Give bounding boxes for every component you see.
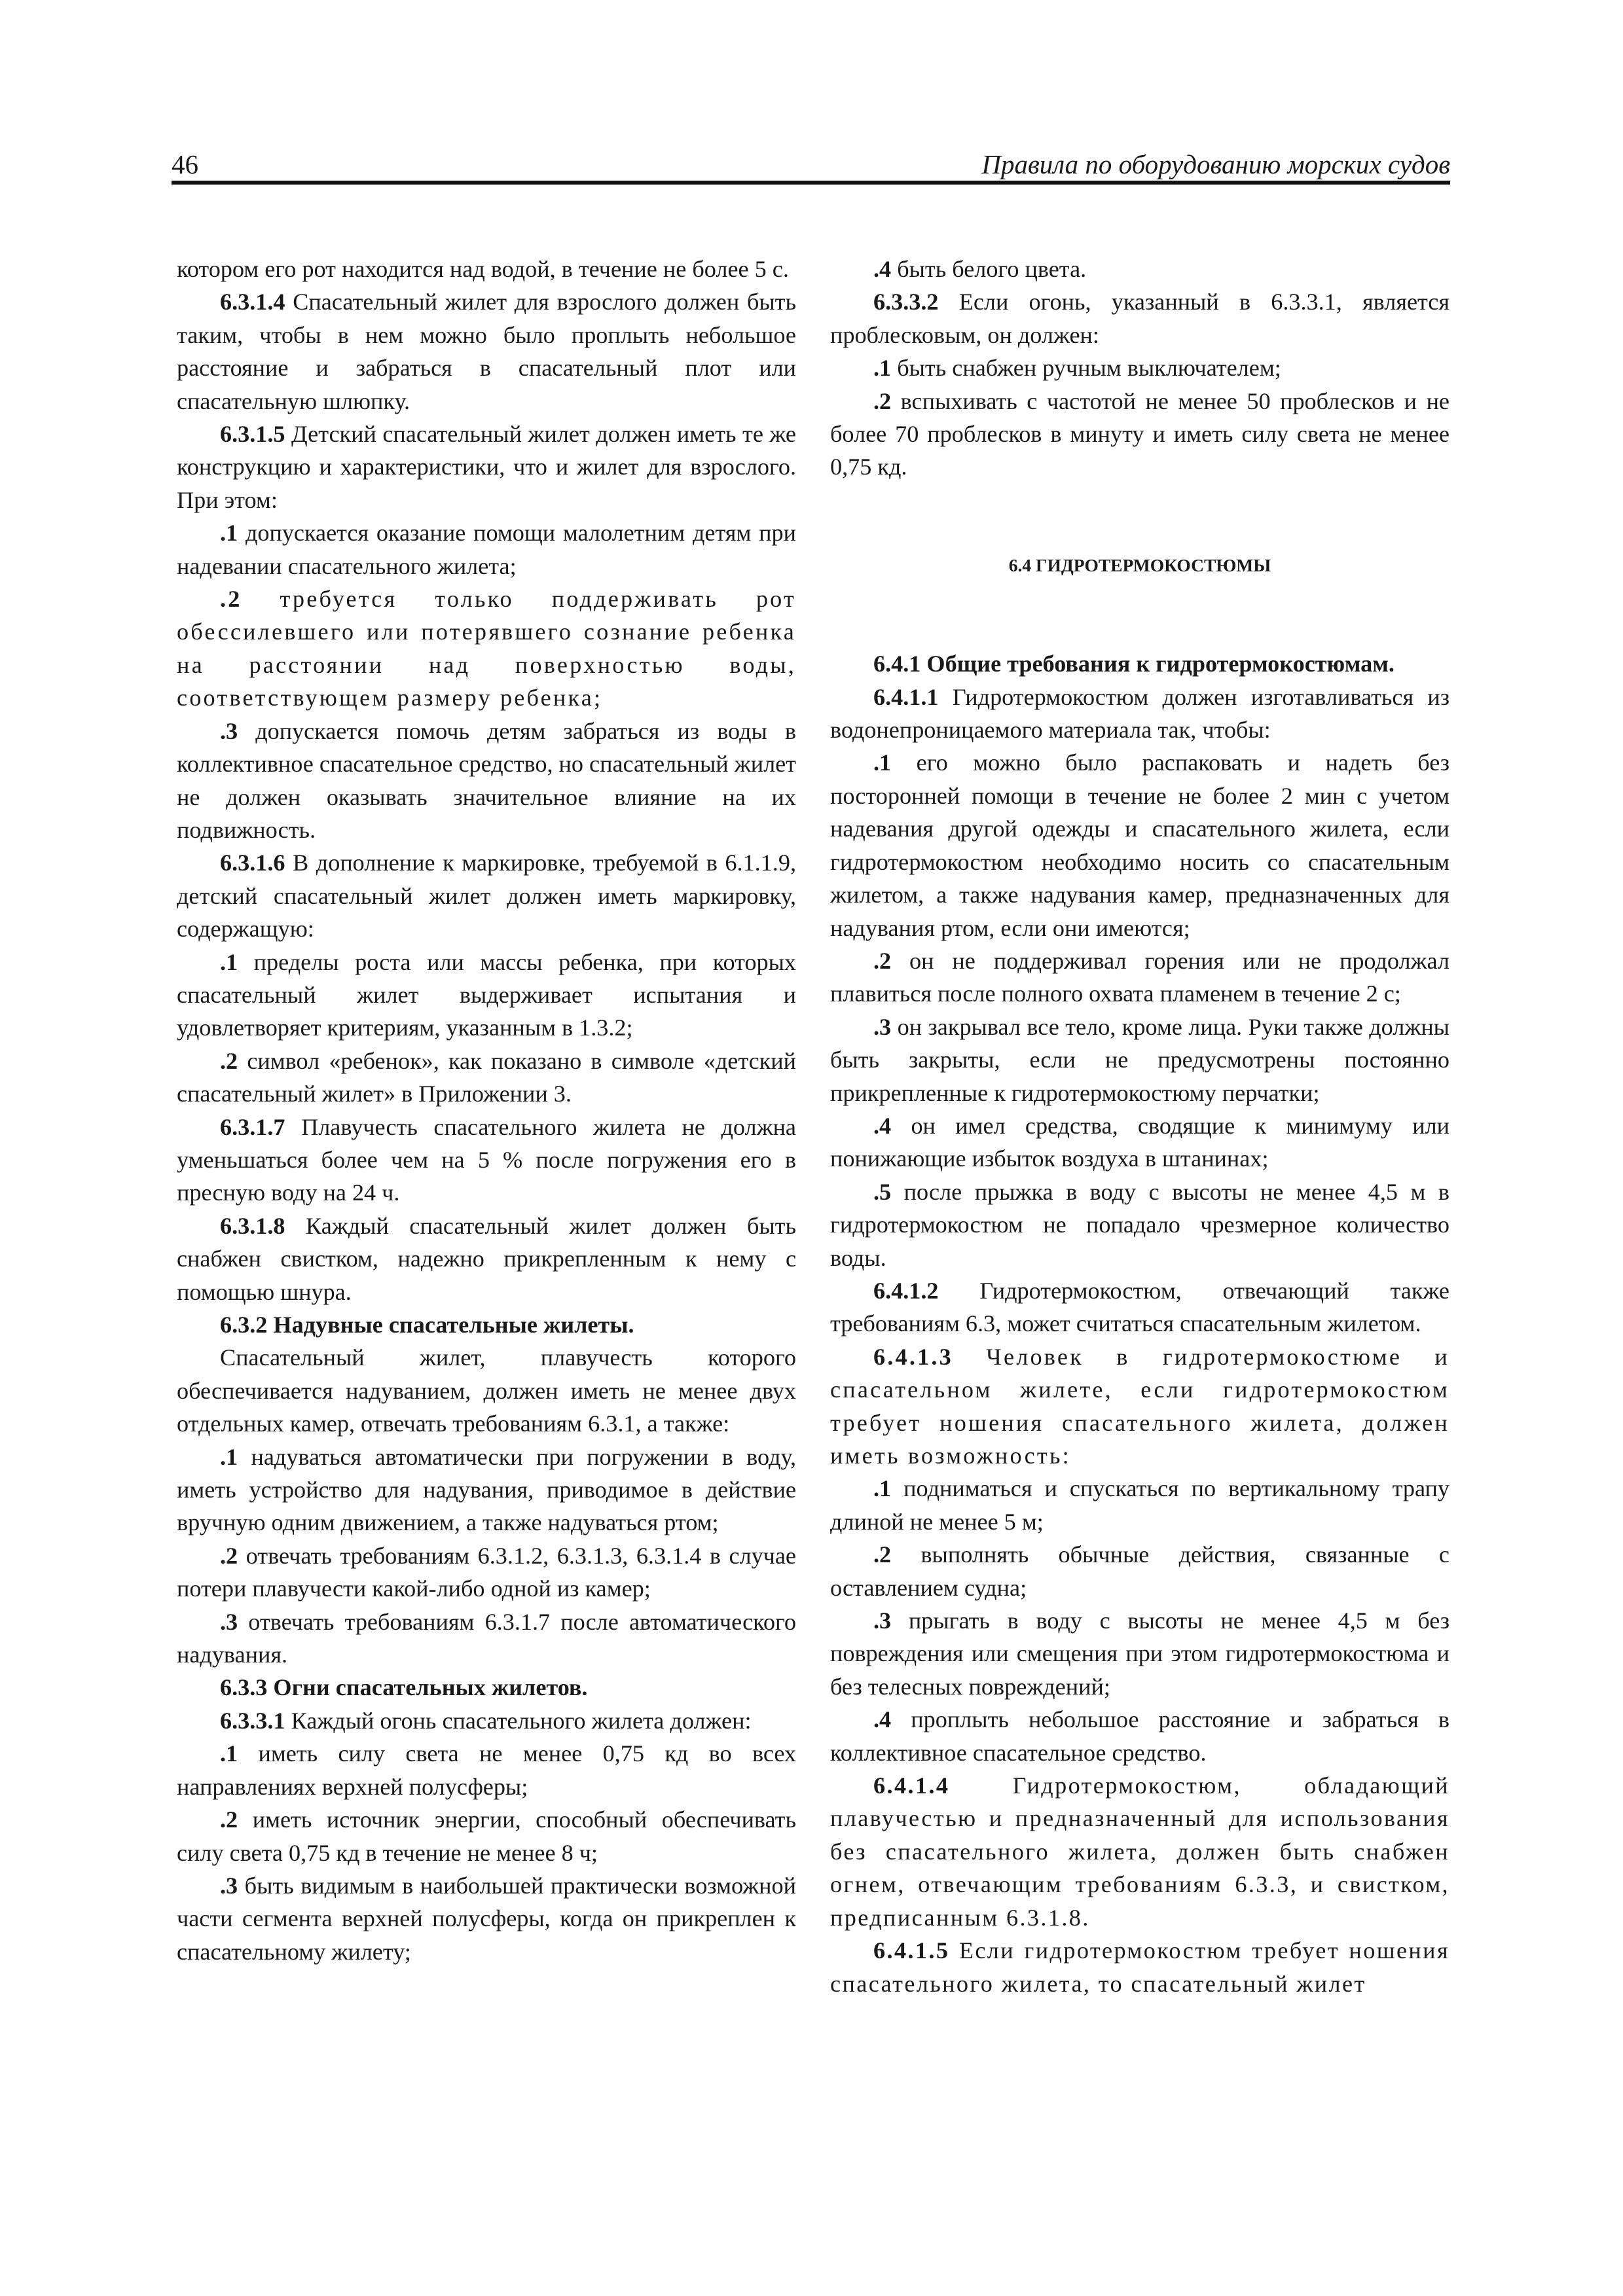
- paragraph: котором его рот находится над водой, в течение не более 5 с.: [177, 256, 789, 282]
- page-header: [172, 144, 1450, 185]
- list-item: .2 символ «ребенок», как показано в символе «детский спасательный жилет» в Приложении 3.: [177, 1047, 796, 1107]
- list-item: .4 он имел средства, сводящие к минимуму или понижающие избыток воздуха в штанинах;: [830, 1112, 1450, 1172]
- page-number: 46: [172, 149, 198, 179]
- list-item: .1 пределы роста или массы ребенка, при которых спасательный жилет выдерживает испытания и удовлетворяет критериям, указанным в 1.3.2;: [177, 948, 796, 1041]
- paragraph: 6.3.3.2 Если огонь, указанный в 6.3.3.1, является проблесковым, он должен:: [830, 289, 1450, 348]
- paragraph: 6.4.1.1 Гидротермокостюм должен изготавливаться из водонепроницаемого материала так, чтобы:: [830, 683, 1450, 744]
- list-item: .5 после прыжка в воду с высоты не менее 4,5 м в гидротермокостюм не попадало чрезмерное количество воды.: [830, 1178, 1450, 1271]
- right-column: [830, 253, 1450, 2000]
- paragraph: Спасательный жилет, плавучесть которого обеспечивается надуванием, должен иметь не менее двух отдельных камер, отвечать требованиям 6.3.1, а также:: [177, 1344, 796, 1437]
- paragraph: 6.3.1.7 Плавучесть спасательного жилета не должна уменьшаться более чем на 5 % после погружения его в пресную воду на 24 ч.: [177, 1113, 796, 1206]
- list-item: .3 отвечать требованиям 6.3.1.7 после автоматического надувания.: [177, 1608, 796, 1668]
- paragraph: 6.4.1.2 Гидротермокостюм, отвечающий также требованиям 6.3, может считаться спасательным жилетом.: [830, 1277, 1450, 1337]
- paragraph: 6.4.1.4 Гидротермокостюм, обладающий плавучестью и предназначенный для использования без спасательного жилета, должен быть снабжен огнем, отвечающим требованиям 6.3.3, и свистком, предписанным 6.3.1.8.: [830, 1772, 1450, 1931]
- paragraph: 6.3.1.4 Спасательный жилет для взрослого должен быть таким, чтобы в нем можно было проплыть небольшое расстояние и забраться в спасательный плот или спасательную шлюпку.: [177, 289, 796, 414]
- list-item: .2 иметь источник энергии, способный обеспечивать силу света 0,75 кд в течение не менее 8 ч;: [177, 1806, 796, 1866]
- list-item: .3 допускается помочь детям забраться из воды в коллективное спасательное средство, но спасательный жилет не должен оказывать значительное влияние на их подвижность.: [177, 717, 796, 843]
- list-item: .3 быть видимым в наибольшей практически возможной части сегмента верхней полусферы, когда он прикреплен к спасательному жилету;: [177, 1872, 796, 1965]
- subsection-heading: 6.3.2 Надувные спасательные жилеты.: [220, 1312, 634, 1338]
- list-item: .2 выполнять обычные действия, связанные с оставлением судна;: [830, 1541, 1450, 1601]
- list-item: .3 он закрывал все тело, кроме лица. Руки также должны быть закрыты, если не предусмотрены постоянно прикрепленные к гидротермокостюму перчатки;: [830, 1013, 1450, 1106]
- subsection-heading: 6.4.1 Общие требования к гидротермокостюмам.: [873, 651, 1395, 677]
- section-heading: 6.4 ГИДРОТЕРМОКОСТЮМЫ: [1008, 554, 1271, 575]
- list-item: .2 он не поддерживал горения или не продолжал плавиться после полного охвата пламенем в течение 2 с;: [830, 947, 1450, 1007]
- list-item: .2 отвечать требованиям 6.3.1.2, 6.3.1.3, 6.3.1.4 в случае потери плавучести какой-либо одной из камер;: [177, 1542, 796, 1602]
- paragraph: 6.4.1.5 Если гидротермокостюм требует ношения спасательного жилета, то спасательный жилет: [830, 1937, 1450, 1997]
- subsection-heading: 6.3.3 Огни спасательных жилетов.: [220, 1674, 588, 1701]
- list-item: .4 быть белого цвета.: [873, 256, 1087, 282]
- list-item: .2 вспыхивать с частотой не менее 50 проблесков и не более 70 проблесков в минуту и иметь силу света не менее 0,75 кд.: [830, 387, 1450, 480]
- list-item: .1 иметь силу света не менее 0,75 кд во всех направлениях верхней полусферы;: [177, 1740, 796, 1800]
- paragraph: 6.3.3.1 Каждый огонь спасательного жилета должен:: [220, 1707, 752, 1734]
- left-column: [177, 253, 796, 1968]
- paragraph: 6.3.1.6 В дополнение к маркировке, требуемой в 6.1.1.9, детский спасательный жилет должен иметь маркировку, содержащую:: [177, 850, 796, 942]
- paragraph: 6.3.1.8 Каждый спасательный жилет должен быть снабжен свистком, надежно прикрепленным к нему с помощью шнура.: [177, 1212, 796, 1305]
- list-item: .3 прыгать в воду с высоты не менее 4,5 м без повреждения или смещения при этом гидротермокостюма и без телесных повреждений;: [830, 1607, 1450, 1700]
- list-item: .4 проплыть небольшое расстояние и забраться в коллективное спасательное средство.: [830, 1706, 1450, 1766]
- list-item: .1 подниматься и спускаться по вертикальному трапу длиной не менее 5 м;: [830, 1475, 1450, 1535]
- paragraph: 6.3.1.5 Детский спасательный жилет должен иметь те же конструкцию и характеристики, что и жилет для взрослого. При этом:: [177, 421, 796, 513]
- list-item: .1 его можно было распаковать и надеть без посторонней помощи в течение не более 2 мин с учетом надевания другой одежды и спасательного жилета, если гидротермокостюм необходимо носить со спасательным жилетом, а также надувания камер, предназначенных для надувания ртом, если они имеются;: [830, 749, 1450, 941]
- list-item: .1 быть снабжен ручным выключателем;: [873, 355, 1281, 382]
- list-item: .2 требуется только поддерживать рот обессилевшего или потерявшего сознание ребенка на расстоянии над поверхностью воды, соответствующем размеру ребенка;: [177, 586, 796, 711]
- list-item: .1 надуваться автоматически при погружении в воду, иметь устройство для надувания, приводимое в действие вручную одним движением, а также надуваться ртом;: [177, 1443, 796, 1536]
- list-item: .1 допускается оказание помощи малолетним детям при надевании спасательного жилета;: [177, 520, 796, 579]
- running-title: Правила по оборудованию морских судов: [981, 149, 1450, 179]
- paragraph: 6.4.1.3 Человек в гидротермокостюме и спасательном жилете, если гидротермокостюм требует ношения спасательного жилета, должен иметь возможность:: [830, 1343, 1450, 1469]
